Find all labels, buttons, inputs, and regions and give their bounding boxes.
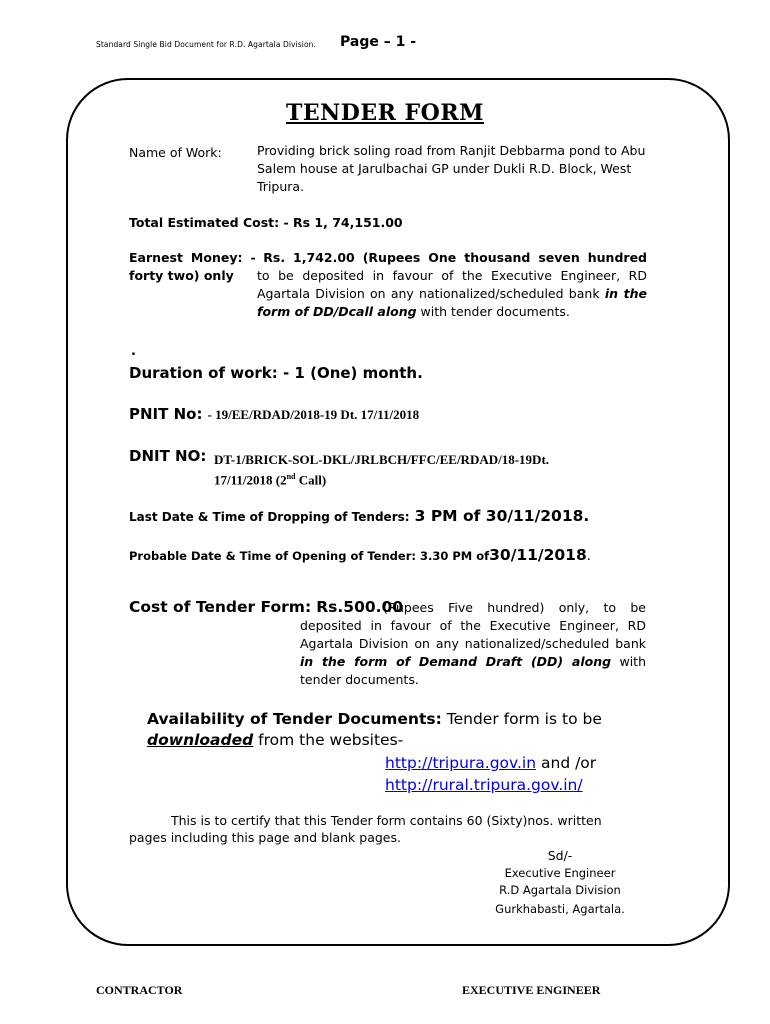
opening-date-value: 30/11/2018	[489, 546, 587, 564]
document-header-label: Standard Single Bid Document for R.D. Agartala Division.	[96, 40, 316, 49]
dnit-value-line2: 17/11/2018 (2nd Call)	[214, 472, 327, 488]
total-estimated-cost: Total Estimated Cost: - Rs 1, 74,151.00	[129, 215, 403, 230]
signature-role: Executive Engineer	[504, 866, 616, 880]
stray-dot: .	[131, 344, 136, 359]
duration-of-work: Duration of work: - 1 (One) month.	[129, 364, 423, 382]
downloaded-word: downloaded	[147, 731, 254, 749]
availability-text2: from the websites-	[258, 731, 404, 749]
page-title: TENDER FORM	[286, 100, 484, 126]
last-date-row	[129, 506, 589, 525]
link-rural-tripura-gov[interactable]: http://rural.tripura.gov.in/	[385, 776, 583, 794]
certify-line2: pages including this page and blank pages.	[129, 830, 401, 845]
name-of-work-label: Name of Work:	[129, 145, 222, 160]
availability-text: Tender form is to be	[446, 710, 602, 728]
footer-contractor: CONTRACTOR	[96, 983, 183, 997]
certify-line1: This is to certify that this Tender form contains 60 (Sixty)nos. written	[171, 813, 602, 828]
dnit-value-line1: DT-1/BRICK-SOL-DKL/JRLBCH/FFC/EE/RDAD/18-19Dt.	[214, 452, 550, 467]
page-number: Page – 1 -	[340, 34, 417, 50]
signature-place: Gurkhabasti, Agartala.	[495, 902, 625, 916]
cost-form-emph: in the form of Demand Draft (DD) along	[300, 654, 612, 669]
footer-executive-engineer: EXECUTIVE ENGINEER	[462, 983, 601, 997]
name-of-work-value: Providing brick soling road from Ranjit Debbarma pond to Abu Salem house at Jarulbachai GP under Dukli R.D. Block, West Tripura.	[257, 143, 646, 194]
availability-block	[147, 709, 647, 730]
cost-form-label: Cost of Tender Form:	[129, 598, 312, 616]
pnit-row	[129, 404, 419, 423]
availability-line2	[147, 730, 403, 751]
dnit-label: DNIT NO:	[129, 447, 207, 465]
earnest-money-text2: with tender documents.	[420, 304, 570, 319]
opening-date-row: Probable Date & Time of Opening of Tender: 3.30 PM of30/11/2018.	[129, 546, 591, 564]
earnest-money-details	[257, 267, 647, 321]
and-or-text: and /or	[541, 754, 597, 772]
dnit-value	[214, 451, 549, 488]
earnest-money-label: Earnest Money: -	[129, 250, 256, 265]
links-block	[385, 752, 596, 796]
cost-form-text2: with tender documents.	[300, 654, 646, 687]
last-date-value: 3 PM of 30/11/2018.	[414, 507, 590, 525]
cost-form-text: (Rupees Five hundred) only, to be deposited in favour of the Executive Engineer, RD Agartala Division on any nationalized/scheduled bank	[300, 600, 646, 651]
pnit-label: PNIT No:	[129, 405, 203, 423]
earnest-money-amount: Rs. 1,742.00 (Rupees One thousand seven hundred forty two) only	[129, 250, 647, 283]
signature-division: R.D Agartala Division	[499, 883, 621, 897]
earnest-money-text: to be deposited in favour of the Executive Engineer, RD Agartala Division on any nationalized/scheduled bank	[257, 268, 647, 301]
cost-form-details	[300, 599, 646, 689]
last-date-label: Last Date & Time of Dropping of Tenders:	[129, 510, 410, 524]
availability-label: Availability of Tender Documents:	[147, 710, 442, 728]
signature-block	[470, 865, 650, 918]
link-tripura-gov[interactable]: http://tripura.gov.in	[385, 754, 537, 772]
opening-date-label: Probable Date & Time of Opening of Tender: 3.30 PM of	[129, 549, 490, 563]
signature-sd: Sd/-	[547, 848, 573, 863]
pnit-value: - 19/EE/RDAD/2018-19 Dt. 17/11/2018	[207, 407, 420, 422]
earnest-money-emph: in the form of DD/Dcall along	[257, 286, 647, 319]
cost-form-amount: Rs.500.00	[316, 598, 404, 616]
